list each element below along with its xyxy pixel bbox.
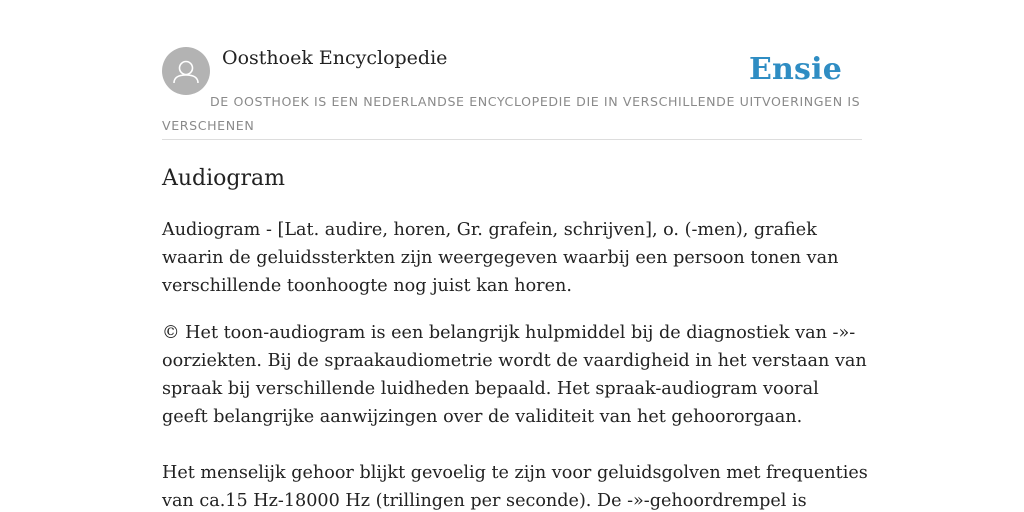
site-tagline: DE OOSTHOEK IS EEN NEDERLANDSE ENCYCLOPEDIE DIE IN VERSCHILLENDE UITVOERINGEN IS VERSCHENEN (162, 94, 861, 133)
brand-logo[interactable]: Ensie (748, 52, 842, 87)
article-title: Audiogram (162, 166, 285, 191)
article-body (162, 216, 868, 512)
author-avatar[interactable] (162, 47, 210, 95)
article-paragraph-definition: Audiogram - [Lat. audire, horen, Gr. grafein, schrijven], o. (-men), grafiek waarin de geluidssterkten zijn weergegeven waarbij een persoon tonen van verschillende toonhoogte nog juist kan horen. (162, 220, 839, 296)
article-paragraph: © Het toon-audiogram is een belangrijk hulpmiddel bij de diagnostiek van -»-oorziekten. Bij de spraakaudiometrie wordt de vaardigheid in het verstaan van spraak bij verschillende luidheden bepaald. Het spraak-audiogram vooral geeft belangrijke aanwijzingen over de validiteit van het gehoororgaan. (162, 323, 867, 427)
site-name[interactable]: Oosthoek Encyclopedie (222, 47, 448, 69)
header-divider (162, 139, 862, 140)
article-paragraph: Het menselijk gehoor blijkt gevoelig te zijn voor geluidsgolven met frequenties van ca.15 Hz-18000 Hz (trillingen per seconde). De -»-gehoordrempel is (162, 463, 868, 511)
user-avatar-icon (162, 47, 210, 95)
